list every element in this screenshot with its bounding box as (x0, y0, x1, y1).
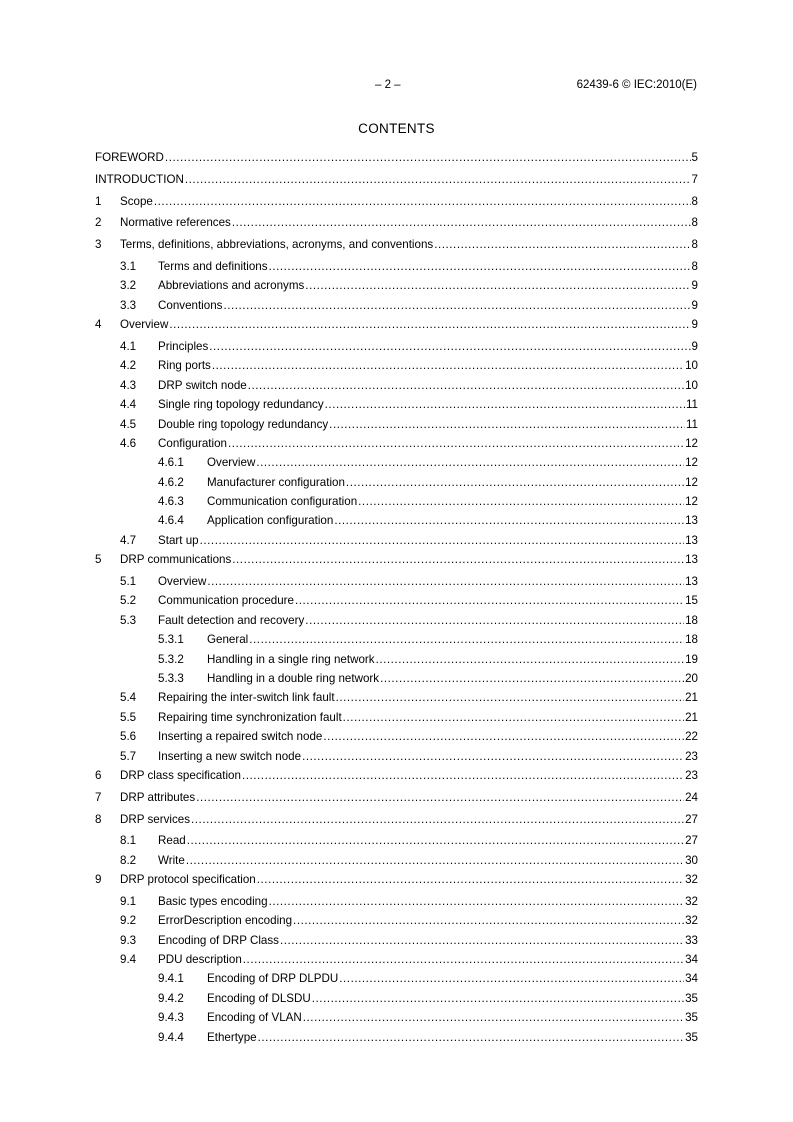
toc-entry-number: 6 (95, 768, 102, 782)
toc-entry-page: 13 (685, 575, 698, 589)
toc-entry-title: Scope (120, 194, 153, 208)
toc-entry-title: Repairing the inter-switch link fault (158, 691, 335, 705)
toc-entry-title: Terms, definitions, abbreviations, acronyms, and conventions (120, 238, 434, 252)
toc-entry-page: 13 (685, 533, 698, 547)
toc-entry-title: Terms and definitions (158, 259, 268, 273)
dot-leader (269, 261, 691, 273)
toc-entry-title: Normative references (120, 216, 231, 230)
toc-entry[interactable] (95, 615, 698, 634)
dot-leader (312, 993, 684, 1005)
toc-entry-title: Encoding of DLSDU (207, 991, 311, 1005)
toc-entry-page: 9 (691, 298, 698, 312)
toc-entry-page: 32 (685, 914, 698, 928)
toc-entry-title: Inserting a new switch node (158, 749, 302, 763)
toc-entry-number: 4.4 (120, 398, 137, 412)
toc-entry-title: Encoding of VLAN (207, 1011, 302, 1025)
dot-leader (269, 896, 685, 908)
toc-entry-page: 12 (685, 456, 698, 470)
dot-leader (303, 1012, 684, 1024)
toc-entry-number: 5.3 (120, 613, 137, 627)
toc-entry-title: ErrorDescription encoding (158, 914, 293, 928)
toc-entry-page: 30 (685, 853, 698, 867)
toc-entry-title: Repairing time synchronization fault (158, 710, 342, 724)
page-title: CONTENTS (358, 121, 435, 136)
toc-entry-page: 8 (691, 216, 698, 230)
toc-entry-page: 22 (685, 730, 698, 744)
toc-entry[interactable] (95, 380, 698, 399)
toc-entry-page: 7 (691, 172, 698, 186)
toc-entry[interactable] (95, 731, 698, 750)
toc-entry[interactable] (95, 419, 698, 438)
dot-leader (185, 174, 691, 186)
toc-entry-page: 8 (691, 194, 698, 208)
toc-entry[interactable] (95, 217, 698, 239)
toc-entry[interactable] (95, 261, 698, 280)
toc-entry[interactable] (95, 814, 698, 836)
dot-leader (228, 438, 684, 450)
dot-leader (305, 280, 690, 292)
toc-entry[interactable] (95, 515, 698, 534)
dot-leader (232, 554, 684, 566)
toc-entry-number: 4.6.3 (158, 495, 184, 509)
dot-leader (209, 341, 690, 353)
toc-entry-number: 4.6.2 (158, 475, 184, 489)
dot-leader (223, 300, 690, 312)
toc-entry[interactable] (95, 835, 698, 854)
toc-entry-page: 24 (685, 790, 698, 804)
toc-entry-title: Abbreviations and acronyms (158, 279, 305, 293)
toc-entry-number: 1 (95, 194, 102, 208)
toc-entry-title: DRP switch node (158, 378, 247, 392)
toc-entry-page: 8 (691, 259, 698, 273)
toc-entry-number: 8.1 (120, 834, 137, 848)
dot-leader (187, 835, 684, 847)
toc-entry-number: 5.3.2 (158, 652, 184, 666)
dot-leader (191, 814, 684, 826)
toc-entry-number: 9 (95, 873, 102, 887)
toc-entry[interactable] (95, 341, 698, 360)
toc-entry-number: 4.7 (120, 533, 137, 547)
toc-entry-number: 4.6.1 (158, 456, 184, 470)
dot-leader (165, 152, 691, 164)
toc-entry[interactable] (95, 935, 698, 954)
toc-entry[interactable] (95, 954, 698, 973)
dot-leader (196, 792, 684, 804)
toc-entry-title: Overview (120, 318, 169, 332)
toc-entry-title: Inserting a repaired switch node (158, 730, 323, 744)
toc-entry-number: 3.2 (120, 279, 137, 293)
toc-entry-number: 9.4 (120, 953, 137, 967)
document-reference: 62439-6 © IEC:2010(E) (576, 79, 697, 91)
toc-entry-number: 9.4.4 (158, 1030, 184, 1044)
toc-entry-page: 9 (691, 339, 698, 353)
toc-entry-page: 13 (685, 553, 698, 567)
dot-leader (339, 973, 684, 985)
toc-entry-page: 23 (685, 749, 698, 763)
toc-entry-number: 4.1 (120, 339, 137, 353)
toc-entry[interactable] (95, 634, 698, 653)
toc-entry[interactable] (95, 496, 698, 515)
toc-entry-page: 19 (685, 652, 698, 666)
dot-leader (380, 673, 684, 685)
toc-entry[interactable] (95, 239, 698, 261)
dot-leader (346, 477, 684, 489)
toc-entry-title: Communication configuration (207, 495, 358, 509)
dot-leader (305, 615, 684, 627)
toc-entry[interactable] (95, 554, 698, 576)
toc-entry-page: 18 (685, 633, 698, 647)
toc-entry-page: 12 (685, 495, 698, 509)
toc-entry-title: Ethertype (207, 1030, 257, 1044)
toc-entry[interactable] (95, 477, 698, 496)
toc-entry-page: 15 (685, 594, 698, 608)
toc-entry-page: 32 (685, 873, 698, 887)
toc-entry[interactable] (95, 770, 698, 792)
toc-entry-number: 9.2 (120, 914, 137, 928)
toc-entry-title: Configuration (158, 436, 227, 450)
toc-entry-title: Handling in a double ring network (207, 672, 380, 685)
dot-leader (154, 196, 691, 208)
toc-entry-page: 10 (685, 359, 698, 373)
toc-entry-number: 5 (95, 553, 102, 567)
toc-entry-title: Overview (207, 456, 256, 470)
toc-entry[interactable] (95, 360, 698, 379)
toc-entry-number: 5.3.1 (158, 633, 184, 647)
toc-entry-title: General (207, 633, 249, 647)
dot-leader (334, 515, 684, 527)
toc-entry[interactable] (95, 174, 698, 196)
toc-entry[interactable] (95, 792, 698, 814)
toc-entry[interactable] (95, 280, 698, 299)
toc-entry-page: 34 (685, 972, 698, 986)
toc-entry-page: 35 (685, 991, 698, 1005)
dot-leader (376, 654, 685, 666)
toc-entry-number: 3.1 (120, 259, 137, 273)
dot-leader (200, 535, 684, 547)
toc-entry-page: 11 (685, 417, 698, 431)
toc-entry-page: 21 (685, 710, 698, 724)
toc-entry-number: 9.4.3 (158, 1011, 184, 1025)
dot-leader (295, 595, 684, 607)
toc-entry-number: 5.7 (120, 749, 137, 763)
toc-entry-title: Write (158, 853, 185, 867)
toc-entry-page: 27 (685, 812, 698, 826)
toc-entry-number: 9.4.2 (158, 991, 184, 1005)
toc-entry[interactable] (95, 300, 698, 319)
toc-entry-page: 18 (685, 613, 698, 627)
toc-entry-page: 35 (685, 1030, 698, 1044)
toc-entry-page: 32 (685, 894, 698, 908)
toc-entry-page: 23 (685, 768, 698, 782)
toc-entry-page: 12 (685, 475, 698, 489)
toc-entry-number: 4.3 (120, 378, 137, 392)
toc-entry-page: 34 (685, 953, 698, 967)
dot-leader (302, 751, 684, 763)
toc-entry-number: 5.2 (120, 594, 137, 608)
toc-entry[interactable] (95, 399, 698, 418)
toc-entry[interactable] (95, 457, 698, 476)
toc-entry[interactable] (95, 1032, 698, 1051)
toc-entry-number: 4.6.4 (158, 514, 184, 528)
toc-entry-number: 9.4.1 (158, 972, 184, 986)
toc-entry-title: Read (158, 834, 186, 848)
toc-entry-page: 33 (685, 933, 698, 947)
toc-entry-title: Basic types encoding (158, 894, 268, 908)
dot-leader (207, 576, 684, 588)
toc-entry-page: 9 (691, 279, 698, 293)
toc-entry[interactable] (95, 692, 698, 711)
toc-entry[interactable] (95, 654, 698, 673)
page-number: – 2 – (375, 79, 401, 91)
toc-entry[interactable] (95, 993, 698, 1012)
toc-entry-title: Application configuration (207, 514, 334, 528)
toc-entry-title: PDU description (158, 953, 242, 967)
toc-entry-title: INTRODUCTION (95, 172, 184, 186)
toc-entry[interactable] (95, 751, 698, 770)
toc-entry-number: 9.3 (120, 933, 137, 947)
dot-leader (293, 915, 684, 927)
toc-entry-page: 21 (685, 691, 698, 705)
toc-entry-title: FOREWORD (95, 151, 164, 164)
toc-entry-page: 9 (691, 318, 698, 332)
dot-leader (280, 935, 684, 947)
toc-entry-title: Fault detection and recovery (158, 613, 305, 627)
toc-entry-title: DRP communications (120, 553, 232, 567)
toc-entry-number: 2 (95, 216, 102, 230)
toc-entry-page: 12 (685, 436, 698, 450)
dot-leader (325, 399, 685, 411)
toc-entry-page: 11 (685, 398, 698, 412)
toc-entry-title: Overview (158, 575, 207, 589)
toc-entry-title: Encoding of DRP Class (158, 933, 279, 947)
dot-leader (186, 855, 684, 867)
toc-entry-number: 8.2 (120, 853, 137, 867)
toc-entry-title: Principles (158, 339, 209, 353)
toc-entry[interactable] (95, 319, 698, 341)
toc-entry-title: DRP attributes (120, 790, 196, 804)
toc-entry-number: 5.5 (120, 710, 137, 724)
toc-entry-title: Ring ports (158, 359, 211, 373)
toc-entry-number: 7 (95, 790, 102, 804)
toc-entry[interactable] (95, 712, 698, 731)
table-of-contents (95, 152, 698, 1051)
toc-entry[interactable] (95, 576, 698, 595)
toc-entry-number: 4.5 (120, 417, 137, 431)
toc-entry[interactable] (95, 1012, 698, 1031)
dot-leader (323, 731, 684, 743)
toc-entry-number: 3 (95, 238, 102, 252)
toc-entry[interactable] (95, 595, 698, 614)
dot-leader (257, 874, 684, 886)
toc-entry-title: Conventions (158, 298, 223, 312)
toc-entry-title: Communication procedure (158, 594, 294, 608)
toc-entry-title: Double ring topology redundancy (158, 417, 329, 431)
toc-entry-number: 4.2 (120, 359, 137, 373)
toc-entry[interactable] (95, 896, 698, 915)
dot-leader (256, 457, 684, 469)
toc-entry-title: DRP class specification (120, 768, 241, 782)
dot-leader (336, 692, 685, 704)
toc-entry-page: 13 (685, 514, 698, 528)
toc-entry[interactable] (95, 973, 698, 992)
toc-entry-title: Encoding of DRP DLPDU (207, 972, 339, 986)
toc-entry[interactable] (95, 673, 698, 692)
toc-entry[interactable] (95, 438, 698, 457)
toc-entry-number: 5.1 (120, 575, 137, 589)
dot-leader (212, 360, 684, 372)
dot-leader (358, 496, 684, 508)
toc-entry-number: 8 (95, 812, 102, 826)
dot-leader (169, 319, 690, 331)
toc-entry[interactable] (95, 535, 698, 554)
toc-entry[interactable] (95, 855, 698, 874)
dot-leader (329, 419, 685, 431)
dot-leader (258, 1032, 684, 1044)
toc-entry-title: Handling in a single ring network (207, 652, 375, 666)
toc-entry-title: Manufacturer configuration (207, 475, 345, 489)
toc-entry-page: 10 (685, 378, 698, 392)
toc-entry-number: 5.6 (120, 730, 137, 744)
dot-leader (248, 380, 684, 392)
toc-entry-number: 9.1 (120, 894, 137, 908)
dot-leader (243, 954, 684, 966)
toc-entry-title: DRP services (120, 812, 191, 826)
toc-entry-number: 5.3.3 (158, 672, 184, 685)
dot-leader (249, 634, 684, 646)
toc-entry-number: 4 (95, 318, 102, 332)
toc-entry-title: Single ring topology redundancy (158, 398, 324, 412)
dot-leader (232, 217, 691, 229)
toc-entry-page: 5 (691, 151, 698, 164)
toc-entry-title: DRP protocol specification (120, 873, 256, 887)
toc-entry[interactable] (95, 152, 698, 174)
toc-entry-number: 3.3 (120, 298, 137, 312)
toc-entry[interactable] (95, 874, 698, 896)
dot-leader (343, 712, 684, 724)
toc-entry-page: 8 (691, 238, 698, 252)
toc-entry-page: 35 (685, 1011, 698, 1025)
toc-entry-number: 4.6 (120, 436, 137, 450)
toc-entry-number: 5.4 (120, 691, 137, 705)
toc-entry-page: 27 (685, 834, 698, 848)
toc-entry[interactable] (95, 196, 698, 218)
toc-entry-title: Start up (158, 533, 199, 547)
toc-entry[interactable] (95, 915, 698, 934)
dot-leader (242, 770, 684, 782)
toc-entry-page: 20 (685, 672, 698, 685)
dot-leader (434, 239, 690, 251)
